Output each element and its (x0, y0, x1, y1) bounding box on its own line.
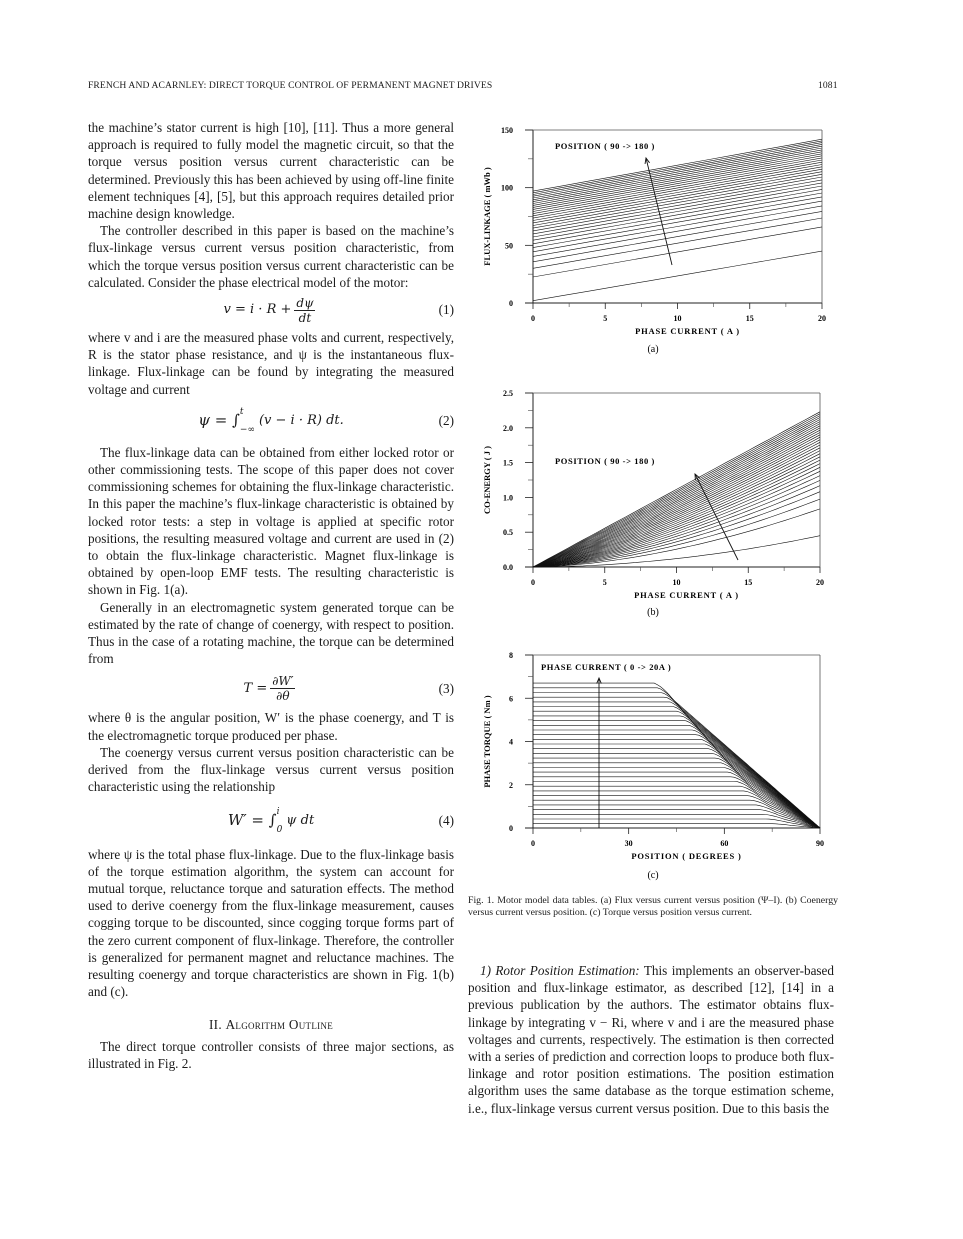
paragraph: where v and i are the measured phase volts and current, respectively, R is the stator phase resistance, and ψ is the instantaneous flux-linkage. Flux-linkage can be found by integrating the measured voltage and current (88, 330, 454, 397)
x-tick-label: 15 (744, 578, 753, 587)
x-tick-label: 30 (624, 839, 633, 848)
data-curve (533, 158, 822, 210)
paragraph: where θ is the angular position, W′ is the phase coenergy, and T is the electromagnetic torque produced per phase. (88, 710, 454, 743)
equation-3: T = $\frac{\partial W'}{\partial\theta}$ (3) (243, 673, 454, 703)
x-tick-label: 10 (672, 578, 681, 587)
figure-caption: Fig. 1. Motor model data tables. (a) Flux versus current versus position (Ψ–I). (b) Coenergy versus current versus position. (c) Torque versus position versus current. (468, 895, 838, 919)
data-curve (533, 251, 822, 301)
paragraph: 1) Rotor Position Estimation: This implements an observer-based position and flux-linkage estimator, as described [12], [14] in a previous publication by the authors. The estimator obtains flux-linkage by integrating v − Ri, where v and i are the measured phase voltages and currents, respectively. The estimation is then corrected with a series of prediction and correction loops to produce both flux-linkage and rotor position estimations. The position estimation algorithm uses the same database as the torque estimation scheme, i.e., flux-linkage versus current versus position. Due to this basis the (468, 963, 835, 1116)
data-curve (533, 814, 820, 828)
x-tick-label: 90 (816, 839, 824, 848)
x-tick-label: 0 (531, 314, 535, 323)
y-tick-label: 1.5 (503, 458, 513, 468)
data-curve (533, 218, 822, 268)
y-tick-label: 0.0 (503, 563, 513, 572)
paragraph: The controller described in this paper is based on the machine’s flux-linkage versus current versus position characteristic, from which the torque versus position versus current characteristic can be calculated. Consider the phase electrical model of the motor: (88, 223, 454, 290)
y-axis-label: FLUX-LINKAGE ( mWb ) (482, 167, 492, 266)
data-curve (533, 227, 822, 277)
subfigure-label: (c) (647, 870, 659, 881)
chart-annotation: POSITION ( 90 -> 180 ) (555, 456, 655, 466)
subfigure-label: (a) (647, 344, 659, 355)
data-curve (533, 177, 822, 228)
x-tick-label: 20 (816, 578, 824, 587)
chart-c (482, 651, 824, 881)
page-number: 1081 (818, 80, 838, 91)
equation-number: (3) (438, 680, 454, 696)
data-curve (533, 193, 822, 244)
y-tick-label: 0 (509, 299, 513, 308)
x-tick-label: 20 (818, 314, 826, 323)
subfigure-label: (b) (647, 607, 659, 618)
chart-annotation: POSITION ( 90 -> 180 ) (555, 141, 655, 151)
equation-lhs: v = i · R + (223, 302, 292, 318)
section-heading: II. Algorithm Outline (208, 1017, 334, 1033)
x-tick-label: 5 (603, 314, 608, 323)
data-curve (533, 693, 820, 829)
subsection-title: 1) Rotor Position Estimation: (480, 963, 640, 978)
chart-annotation: PHASE CURRENT ( 0 -> 20A ) (541, 662, 672, 672)
data-curve (533, 211, 822, 261)
equation-fraction: $\frac{d\psi}{dt}$ (296, 295, 314, 325)
chart-b (482, 389, 824, 618)
data-curve (533, 162, 822, 213)
paragraph: Generally in an electromagnetic system generated torque can be estimated by the rate of change of coenergy, with respect to position. Thus in the case of a rotating machine, the torque can be determined from (88, 599, 454, 667)
y-tick-label: 1.0 (503, 493, 513, 503)
y-tick-label: 2 (509, 780, 513, 790)
data-curve (533, 160, 822, 212)
paragraph: the machine’s stator current is high [10], [11]. Thus a more general approach is required to fully model the magnetic circuit, so that the torque versus position versus current characteristic can be determined. Previously this has been achieved by using off-line finite element techniques [4], [5], but this approach requires detailed prior machine design knowledge. (88, 120, 454, 222)
chart-a (482, 126, 826, 355)
equation-number: (2) (438, 413, 454, 429)
y-axis-label: CO-ENERGY ( J ) (482, 446, 492, 514)
paragraph: The flux-linkage data can be obtained from either locked rotor or other commissioning tests. The scope of this paper does not cover commissioning schemes for obtaining the flux-linkage characteristic. In this paper the machine’s flux-linkage characteristic is obtained by locked rotor tests: a step in voltage is applied at specific rotor positions, the resulting measured voltage and current are used in (2) to obtain the flux-linkage characteristic. Magnet flux-linkage is obtained by open-loop EMF tests. The resulting characteristic is shown in Fig. 1(a). (88, 444, 454, 598)
paragraph: The direct torque controller consists of three major sections, as illustrated in Fig. 2. (88, 1038, 454, 1071)
equation-2: ψ = ∫ t −∞ (v − i · R) dt. (2) (198, 406, 454, 435)
data-curve (533, 167, 822, 218)
equation-number: (4) (438, 812, 454, 828)
data-curve (533, 180, 822, 231)
paragraph: The coenergy versus current versus position characteristic can be derived from the flux-linkage versus current versus position characteristic using the relationship (88, 744, 454, 795)
x-axis-label: POSITION ( DEGREES ) (631, 851, 742, 861)
data-curve (533, 824, 820, 828)
data-curve (533, 749, 820, 828)
y-axis-label: PHASE TORQUE ( Nm ) (482, 695, 492, 788)
x-tick-label: 10 (673, 314, 682, 323)
equation-number: (1) (438, 302, 454, 318)
x-tick-label: 0 (531, 839, 535, 848)
y-tick-label: 50 (505, 241, 513, 251)
data-curve (533, 148, 822, 200)
data-curve (533, 721, 820, 828)
y-tick-label: 6 (509, 694, 513, 704)
x-tick-label: 15 (745, 314, 754, 323)
data-curve (533, 152, 822, 204)
y-tick-label: 0.5 (503, 528, 513, 538)
y-tick-label: 4 (509, 737, 513, 747)
data-curve (533, 169, 822, 220)
data-curve (533, 683, 820, 828)
x-tick-label: 60 (720, 839, 729, 848)
x-tick-label: 0 (531, 578, 535, 587)
right-column (468, 962, 834, 1117)
running-title: FRENCH AND ACARNLEY: DIRECT TORQUE CONTROL OF PERMANENT MAGNET DRIVES (88, 80, 493, 91)
data-curve (533, 197, 822, 248)
x-tick-label: 5 (602, 578, 607, 587)
x-axis-label: PHASE CURRENT ( A ) (635, 326, 740, 336)
data-curve (533, 206, 822, 257)
y-tick-label: 0 (509, 824, 513, 833)
y-tick-label: 150 (501, 126, 513, 135)
y-tick-label: 8 (509, 651, 513, 660)
y-tick-label: 100 (501, 183, 513, 193)
equation-4: W′ = ∫ i 0 ψ dt (4) (227, 806, 454, 835)
y-tick-label: 2.0 (503, 423, 513, 433)
paragraph: where ψ is the total phase flux-linkage. Due to the flux-linkage basis of the torque estimation algorithm, the system can account for mutual torque, reluctance torque and saturation effects. The method used to derive coenergy from the flux-linkage measurement, causes cogging torque to be discounted, since cogging torque forms part of the zero current component of flux-linkage. Therefore, the controller is generalized for permanent magnet and reluctance machines. The resulting coenergy and torque characteristics are shown in Fig. 1(b) and (c). (88, 846, 454, 1000)
y-tick-label: 2.5 (503, 389, 513, 398)
x-axis-label: PHASE CURRENT ( A ) (634, 590, 739, 600)
data-curve (533, 730, 820, 828)
